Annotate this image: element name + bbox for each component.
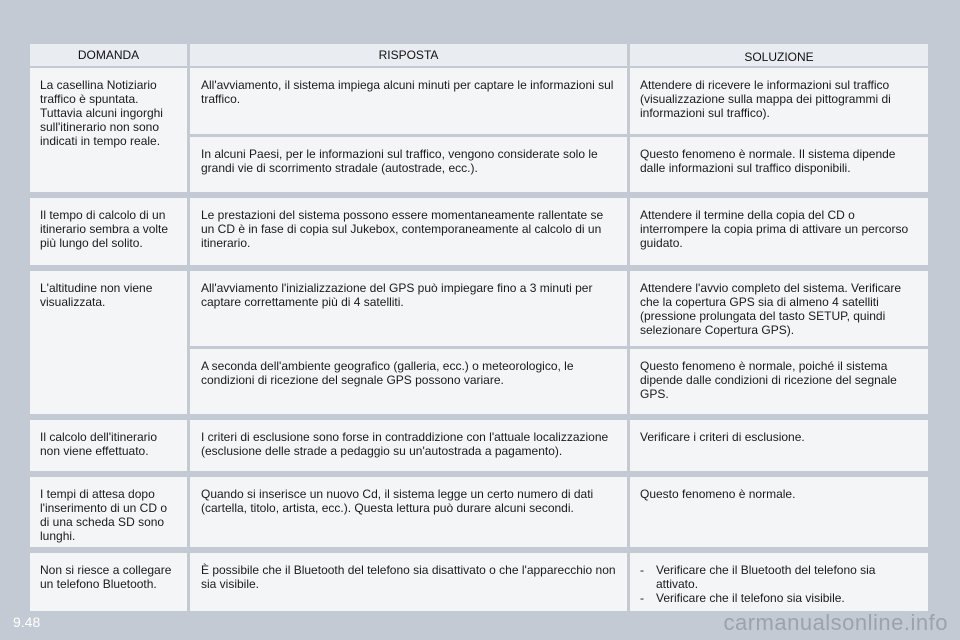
solution-cell: Questo fenomeno è normale. — [630, 477, 928, 547]
solution-cell — [630, 553, 928, 611]
question-cell: Il tempo di calcolo di un itinerario sembra a volte più lungo del solito. — [30, 198, 187, 265]
answer-pair — [190, 271, 928, 346]
answer-cell: I criteri di esclusione sono forse in contraddizione con l'attuale localizzazione (esclusione delle strade a pedaggio su un'autostrada a pagamento). — [190, 420, 627, 471]
table-row — [30, 420, 928, 471]
header-answer: RISPOSTA — [190, 44, 627, 66]
answer-group — [190, 477, 928, 547]
answer-group — [190, 553, 928, 611]
table-row — [30, 271, 928, 414]
answer-cell: In alcuni Paesi, per le informazioni sul traffico, vengono considerate solo le grandi vie di scorrimento stradale (autostrade, ecc.). — [190, 137, 627, 192]
troubleshooting-table — [30, 68, 928, 617]
answer-group — [190, 271, 928, 414]
solution-cell: Attendere l'avvio completo del sistema. Verificare che la copertura GPS sia di almeno 4 satelliti (pressione prolungata del tasto SETUP, quindi selezionare Copertura GPS). — [630, 271, 928, 346]
header-solution: SOLUZIONE — [630, 44, 928, 66]
question-cell: Non si riesce a collegare un telefono Bluetooth. — [30, 553, 187, 611]
bullet: - — [640, 591, 644, 605]
header-question: DOMANDA — [30, 44, 187, 66]
solution-cell: Questo fenomeno è normale. Il sistema dipende dalle informazioni sul traffico disponibili. — [630, 137, 928, 192]
answer-pair — [190, 68, 928, 134]
solution-cell: Attendere di ricevere le informazioni sul traffico (visualizzazione sulla mappa dei pittogrammi di informazioni sul traffico). — [630, 68, 928, 134]
answer-pair — [190, 349, 928, 414]
question-cell: L'altitudine non viene visualizzata. — [30, 271, 187, 414]
solution-cell: Attendere il termine della copia del CD o interrompere la copia prima di attivare un percorso guidato. — [630, 198, 928, 265]
answer-pair — [190, 198, 928, 265]
question-cell: Il calcolo dell'itinerario non viene effettuato. — [30, 420, 187, 471]
answer-cell: Le prestazioni del sistema possono essere momentaneamente rallentate se un CD è in fase di copia sul Jukebox, contemporaneamente al calcolo di un itinerario. — [190, 198, 627, 265]
answer-group — [190, 420, 928, 471]
solution-cell: Questo fenomeno è normale, poiché il sistema dipende dalle condizioni di ricezione del segnale GPS. — [630, 349, 928, 414]
table-row — [30, 477, 928, 547]
answer-group — [190, 198, 928, 265]
bullet: - — [640, 563, 644, 577]
question-cell: I tempi di attesa dopo l'inserimento di un CD o di una scheda SD sono lunghi. — [30, 477, 187, 547]
answer-cell: Quando si inserisce un nuovo Cd, il sistema legge un certo numero di dati (cartella, titolo, artista, ecc.). Questa lettura può durare alcuni secondi. — [190, 477, 627, 547]
table-row — [30, 198, 928, 265]
answer-group — [190, 68, 928, 192]
list-item — [640, 591, 920, 605]
question-cell: La casellina Notiziario traffico è spuntata. Tuttavia alcuni ingorghi sull'itinerario non sono indicati in tempo reale. — [30, 68, 187, 192]
page-number: 9.48 — [13, 614, 41, 630]
table-row — [30, 68, 928, 192]
watermark: carmanualsonline.info — [723, 610, 948, 635]
solution-list — [640, 563, 920, 605]
answer-pair — [190, 420, 928, 471]
answer-pair — [190, 137, 928, 192]
list-item-text: Verificare che il telefono sia visibile. — [656, 591, 845, 605]
answer-cell: A seconda dell'ambiente geografico (galleria, ecc.) o meteorologico, le condizioni di ricezione del segnale GPS possono variare. — [190, 349, 627, 414]
answer-cell: All'avviamento l'inizializzazione del GPS può impiegare fino a 3 minuti per captare correttamente più di 4 satelliti. — [190, 271, 627, 346]
answer-cell: All'avviamento, il sistema impiega alcuni minuti per captare le informazioni sul traffico. — [190, 68, 627, 134]
solution-cell: Verificare i criteri di esclusione. — [630, 420, 928, 471]
table-header — [30, 44, 928, 66]
table-row — [30, 553, 928, 611]
list-item — [640, 563, 920, 591]
list-item-text: Verificare che il Bluetooth del telefono sia attivato. — [656, 563, 876, 591]
answer-pair — [190, 553, 928, 611]
answer-pair — [190, 477, 928, 547]
answer-cell: È possibile che il Bluetooth del telefono sia disattivato o che l'apparecchio non sia visibile. — [190, 553, 627, 611]
